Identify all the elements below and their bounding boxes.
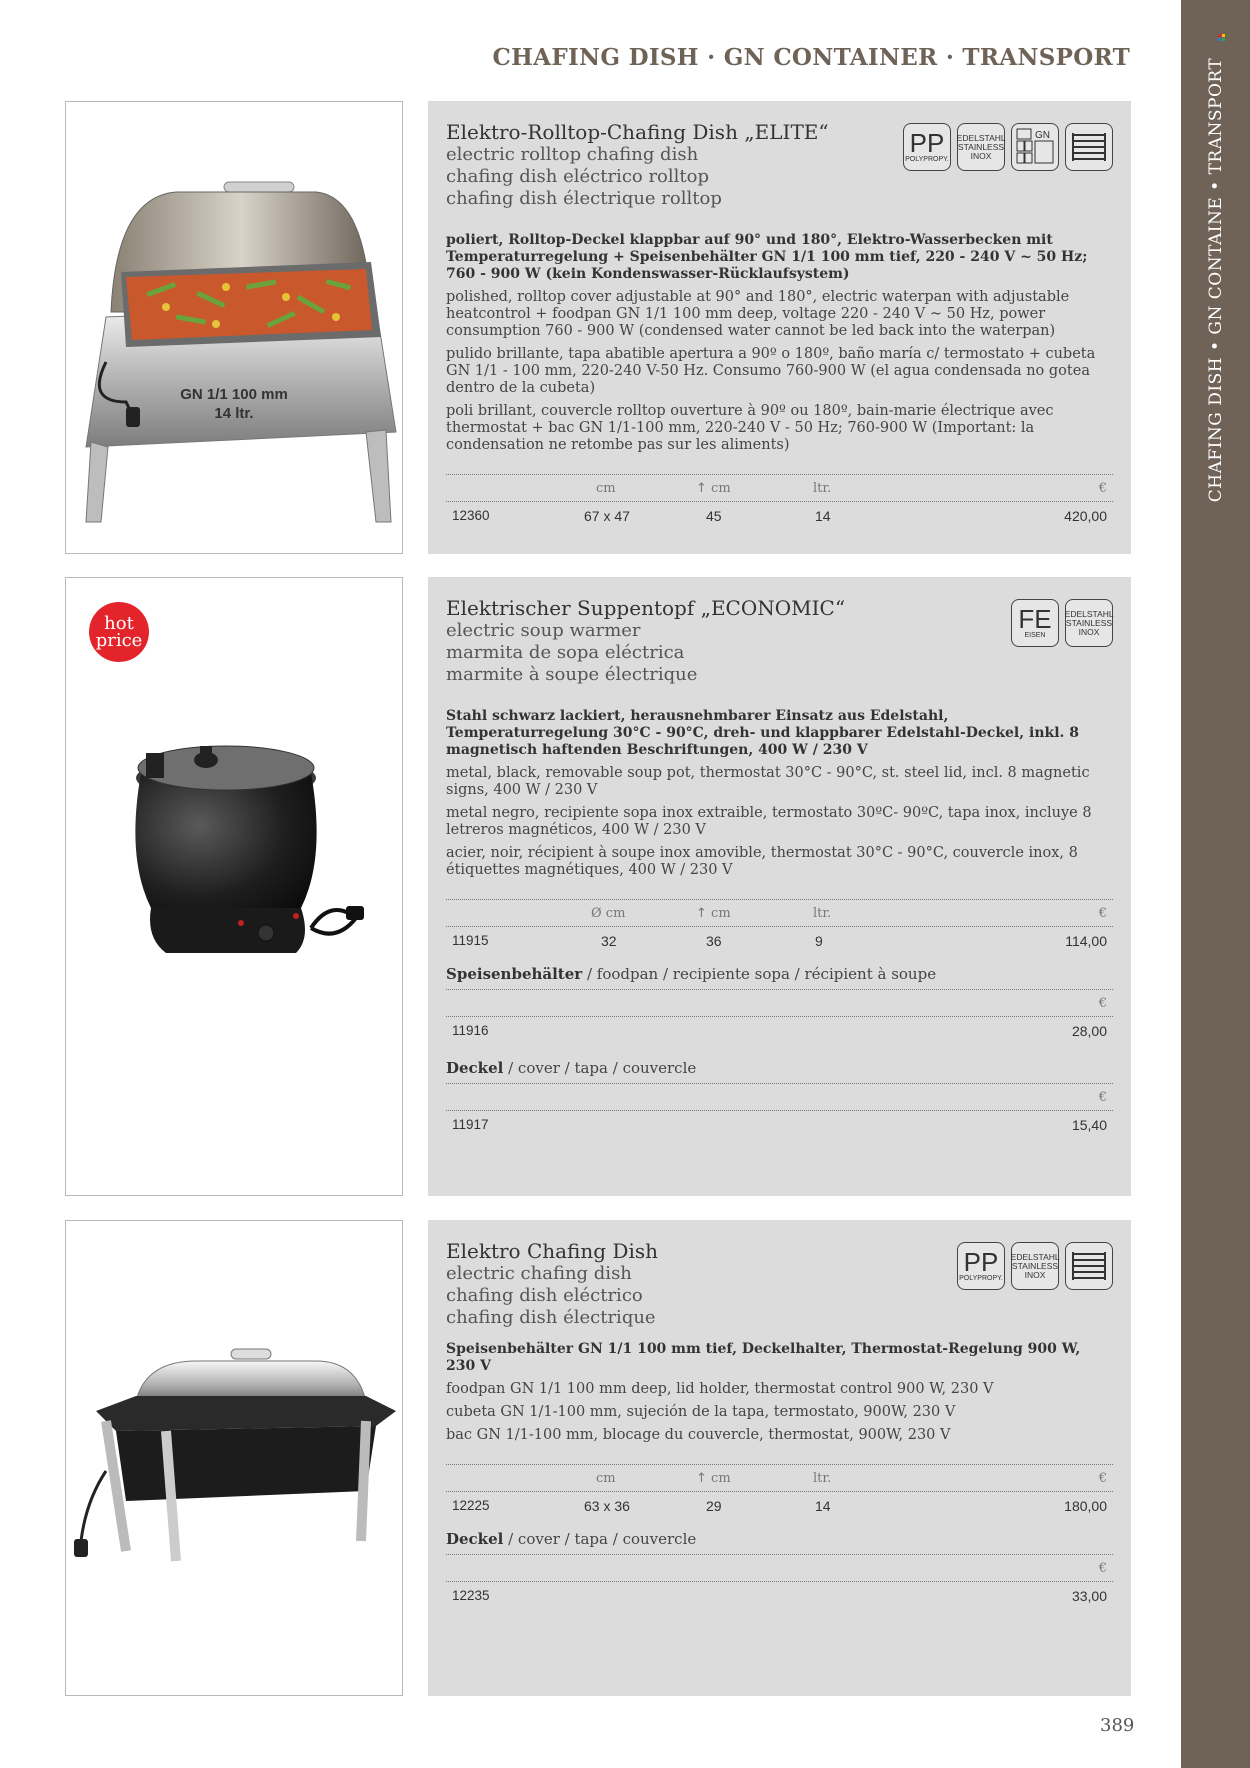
- page-number: 389: [1100, 1715, 1135, 1736]
- product-subtitle-fr: marmite à soupe électrique: [446, 664, 698, 685]
- hot-price-badge: hot price: [89, 602, 149, 662]
- price-table: [446, 1464, 1113, 1518]
- product-description-fr: poli brillant, couvercle rolltop ouverture à 90º ou 180º, bain-marie électrique avec thermostat + bac GN 1/1-100 mm, 220-240 V - 50 Hz; 760-900 W (Important: la condensation ne retombe pas sur les aliments): [446, 403, 1054, 453]
- product-subtitle-en: electric soup warmer: [446, 620, 641, 641]
- stacked-trays-icon: [1065, 123, 1113, 171]
- iron-badge: FE EISEN: [1011, 599, 1059, 647]
- sidebar-label: CHAFING DISH • GN CONTAINE • TRANSPORT: [1205, 57, 1226, 503]
- product-subtitle-en: electric chafing dish: [446, 1263, 632, 1284]
- price-table: [446, 474, 1113, 528]
- price-table: [446, 899, 1113, 953]
- soup-warmer-illustration: [66, 578, 402, 1195]
- polypropylene-badge: PP POLYPROPY.: [957, 1242, 1005, 1290]
- table-row: 11915 32 36 9 114,00: [452, 933, 1107, 949]
- product-description-fr: acier, noir, récipient à soupe inox amovible, thermostat 30°C - 90°C, couvercle inox, 8 étiquettes magnétiques, 400 W / 230 V: [446, 845, 1078, 878]
- product-subtitle-es: chafing dish eléctrico rolltop: [446, 166, 710, 187]
- accessory-table-cover: [446, 1554, 1113, 1608]
- table-header: €: [446, 1554, 1113, 1582]
- product-subtitle-en: electric rolltop chafing dish: [446, 144, 699, 165]
- color-dots-icon: [1218, 34, 1226, 42]
- product-subtitle-es: chafing dish eléctrico: [446, 1285, 643, 1306]
- product-description-fr: bac GN 1/1-100 mm, blocage du couvercle, thermostat, 900W, 230 V: [446, 1427, 951, 1443]
- table-header: Ø cm ↑ cm ltr. €: [446, 899, 1113, 927]
- stacked-trays-icon: [1065, 1242, 1113, 1290]
- capacity-label: 14 ltr.: [214, 405, 254, 422]
- page-title: CHAFING DISH · GN CONTAINER · TRANSPORT: [492, 44, 1130, 71]
- product-panel-chafing: [428, 1220, 1131, 1696]
- product-description-de: Speisenbehälter GN 1/1 100 mm tief, Deckelhalter, Thermostat-Regelung 900 W, 230 V: [446, 1341, 1081, 1374]
- product-title: Elektro-Rolltop-Chafing Dish „ELITE“: [446, 120, 829, 144]
- product-description-de: Stahl schwarz lackiert, herausnehmbarer Einsatz aus Edelstahl, Temperaturregelung 30°C - 90°C, dreh- und klappbarer Edelstahl-Deckel, inkl. 8 magnetisch haftenden Beschriftungen, 400 W / 230 V: [446, 708, 1080, 758]
- electric-chafing-dish-illustration: [66, 1221, 402, 1695]
- badge-group: [957, 1242, 1113, 1290]
- table-row: 12360 67 x 47 45 14 420,00: [452, 508, 1107, 524]
- accessory-table-foodpan: [446, 989, 1113, 1043]
- product-description-en: metal, black, removable soup pot, thermostat 30°C - 90°C, st. steel lid, incl. 8 magnetic signs, 400 W / 230 V: [446, 765, 1090, 798]
- table-header: cm ↑ cm ltr. €: [446, 474, 1113, 502]
- product-description-es: cubeta GN 1/1-100 mm, sujeción de la tapa, termostato, 900W, 230 V: [446, 1404, 956, 1420]
- product-subtitle-fr: chafing dish électrique rolltop: [446, 188, 722, 209]
- product-title: Elektro Chafing Dish: [446, 1239, 659, 1263]
- accessory-label-cover: Deckel / cover / tapa / couvercle: [446, 1059, 697, 1077]
- product-panel-elite: [428, 101, 1131, 554]
- product-panel-economic: [428, 577, 1131, 1196]
- table-row: 12225 63 x 36 29 14 180,00: [452, 1498, 1107, 1514]
- product-description-de: poliert, Rolltop-Deckel klappbar auf 90° und 180°, Elektro-Wasserbecken mit Temperaturregelung + Speisenbehälter GN 1/1 100 mm tief, 220 - 240 V ~ 50 Hz; 760 - 900 W (kein Kondenswasser-Rücklaufsystem): [446, 232, 1088, 282]
- product-description-en: polished, rolltop cover adjustable at 90° and 180°, electric waterpan with adjustable heatcontrol + foodpan GN 1/1 100 mm deep, voltage 220 - 240 V ~ 50 Hz, power consumption 760 - 900 W (condensed water cannot be led back into the waterpan): [446, 289, 1070, 339]
- stainless-badge: EDELSTAHL STAINLESS INOX: [1011, 1242, 1059, 1290]
- gn-container-icon: [1011, 123, 1059, 171]
- rolltop-chafing-dish-illustration: [66, 102, 402, 553]
- stainless-badge: EDELSTAHL STAINLESS INOX: [1065, 599, 1113, 647]
- sidebar-label-container: [1181, 0, 1250, 1768]
- polypropylene-badge: PP POLYPROPY.: [903, 123, 951, 171]
- accessory-label-cover: Deckel / cover / tapa / couvercle: [446, 1530, 697, 1548]
- table-row: 11917 15,40: [452, 1117, 1107, 1133]
- product-description-es: pulido brillante, tapa abatible apertura a 90º o 180º, baño maría c/ termostato + cubeta GN 1/1 - 100 mm, 220-240 V-50 Hz. Consumo 760-900 W (el agua condensada no gotea dentro de la cubeta): [446, 346, 1096, 396]
- height-arrow-icon: ↑: [696, 1471, 707, 1486]
- product-image-chafing: [65, 1220, 403, 1696]
- height-arrow-icon: ↑: [696, 906, 707, 921]
- table-row: 11916 28,00: [452, 1023, 1107, 1039]
- height-arrow-icon: ↑: [696, 481, 707, 496]
- badge-group: [903, 123, 1113, 171]
- gn-size-label: GN 1/1 100 mm: [180, 386, 288, 403]
- table-row: 12235 33,00: [452, 1588, 1107, 1604]
- stainless-badge: EDELSTAHL STAINLESS INOX: [957, 123, 1005, 171]
- product-description-en: foodpan GN 1/1 100 mm deep, lid holder, thermostat control 900 W, 230 V: [446, 1381, 994, 1397]
- badge-group: [1011, 599, 1113, 647]
- product-title: Elektrischer Suppentopf „ECONOMIC“: [446, 596, 846, 620]
- table-header: €: [446, 1083, 1113, 1111]
- table-header: €: [446, 989, 1113, 1017]
- product-image-economic: [65, 577, 403, 1196]
- svg-text:GN: GN: [1035, 130, 1050, 141]
- product-description-es: metal negro, recipiente sopa inox extraible, termostato 30ºC- 90ºC, tapa inox, incluye 8 letreros magnéticos, 400 W / 230 V: [446, 805, 1092, 838]
- product-subtitle-fr: chafing dish électrique: [446, 1307, 656, 1328]
- product-image-elite: [65, 101, 403, 554]
- accessory-label-foodpan: Speisenbehälter / foodpan / recipiente sopa / récipient à soupe: [446, 965, 937, 983]
- product-subtitle-es: marmita de sopa eléctrica: [446, 642, 685, 663]
- accessory-table-cover: [446, 1083, 1113, 1137]
- table-header: cm ↑ cm ltr. €: [446, 1464, 1113, 1492]
